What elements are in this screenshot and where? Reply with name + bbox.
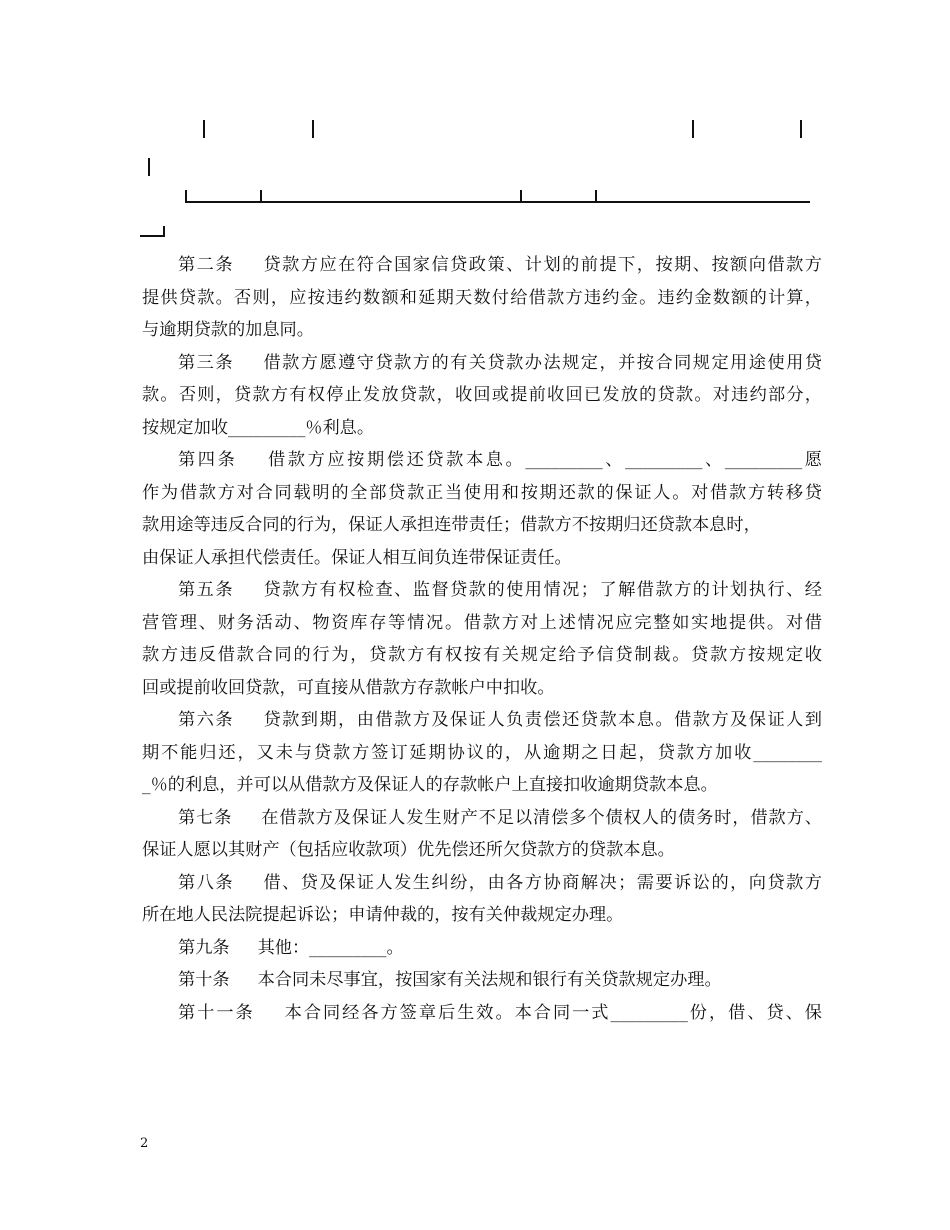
article-label: 第八条 bbox=[178, 872, 234, 893]
article-line bbox=[142, 704, 822, 737]
article-line bbox=[142, 997, 822, 1030]
article-label: 第六条 bbox=[178, 710, 234, 730]
article-text: 借、贷及保证人发生纠纷，由各方协商解决；需要诉讼的，向贷款方 bbox=[262, 872, 822, 893]
article-text: 本合同经各方签章后生效。本合同一式_________份，借、贷、保 bbox=[282, 1002, 822, 1023]
article-6 bbox=[142, 704, 822, 802]
article-9 bbox=[142, 932, 822, 965]
article-line: 所在地人民法院提起诉讼；申请仲裁的，按有关仲裁规定办理。 bbox=[142, 905, 624, 925]
article-label: 第十条 bbox=[178, 970, 230, 990]
article-text: 在借款方及保证人发生财产不足以清偿多个债权人的债务时，借款方、 bbox=[260, 807, 822, 828]
article-7 bbox=[142, 802, 822, 867]
page-number: 2 bbox=[140, 1136, 149, 1151]
table-border-bottom bbox=[185, 201, 810, 203]
article-line: 款用途等违反合同的行为，保证人承担连带责任；借款方不按期归还贷款本息时， bbox=[142, 515, 761, 535]
article-line: 按规定加收_________％利息。 bbox=[142, 417, 375, 438]
article-line bbox=[142, 964, 822, 997]
article-line: 款方违反借款合同的行为，贷款方有权按有关规定给予信贷制裁。贷款方按规定收 bbox=[142, 645, 822, 665]
table-border-tick bbox=[148, 158, 150, 176]
article-label: 第二条 bbox=[178, 255, 234, 275]
article-label: 第九条 bbox=[178, 937, 230, 958]
article-line bbox=[142, 932, 822, 965]
article-text: 本合同未尽事宜，按国家有关法规和银行有关贷款规定办理。 bbox=[257, 970, 722, 990]
article-text: 贷款到期，由借款方及保证人负责偿还贷款本息。借款方及保证人到 bbox=[262, 710, 822, 730]
article-line: 营管理、财务活动、物资库存等情况。借款方对上述情况应完整如实地提供。对借 bbox=[142, 612, 822, 633]
article-text: 其他：_________。 bbox=[257, 937, 404, 958]
article-text: 借款方愿遵守贷款方的有关贷款办法规定，并按合同规定用途使用贷 bbox=[262, 352, 822, 373]
article-line bbox=[142, 347, 822, 380]
article-11 bbox=[142, 997, 822, 1030]
article-label: 第三条 bbox=[178, 352, 234, 373]
article-line: 回或提前收回贷款，可直接从借款方存款帐户中扣收。 bbox=[142, 677, 555, 698]
article-line: 由保证人承担代偿责任。保证人相互间负连带保证责任。 bbox=[142, 547, 572, 568]
article-label: 第五条 bbox=[178, 580, 234, 600]
article-text: 贷款方应在符合国家信贷政策、计划的前提下，按期、按额向借款方 bbox=[262, 255, 822, 275]
article-line: 提供贷款。否则，应按违约数额和延期天数付给借款方违约金。违约金数额的计算， bbox=[142, 287, 822, 308]
article-3 bbox=[142, 347, 822, 445]
table-border-tick bbox=[203, 120, 205, 138]
article-line bbox=[142, 249, 822, 282]
article-line: 保证人愿以其财产（包括应收款项）优先偿还所欠贷款方的贷款本息。 bbox=[142, 840, 675, 860]
table-border-tick bbox=[800, 120, 802, 138]
article-4 bbox=[142, 444, 822, 574]
article-line bbox=[142, 574, 822, 607]
article-label: 第七条 bbox=[178, 807, 233, 828]
article-line bbox=[142, 802, 822, 835]
article-5 bbox=[142, 574, 822, 704]
article-line bbox=[142, 444, 822, 477]
table-border-tick bbox=[163, 226, 165, 237]
article-label: 第十一条 bbox=[178, 1002, 255, 1023]
article-2 bbox=[142, 249, 822, 347]
article-10 bbox=[142, 964, 822, 997]
article-line: _％的利息，并可以从借款方及保证人的存款帐户上直接扣收逾期贷款本息。 bbox=[142, 775, 718, 795]
article-text: 借款方应按期偿还贷款本息。_________、_________、_________愿 bbox=[265, 450, 822, 470]
table-border-tick bbox=[692, 120, 694, 138]
article-line: 款。否则，贷款方有权停止发放贷款，收回或提前收回已发放的贷款。对违约部分， bbox=[142, 385, 822, 405]
article-label: 第四条 bbox=[178, 450, 238, 470]
article-line bbox=[142, 867, 822, 900]
article-line: 与逾期贷款的加息同。 bbox=[142, 320, 314, 340]
article-8 bbox=[142, 867, 822, 932]
article-line: 期不能归还，又未与贷款方签订延期协议的，从逾期之日起，贷款方加收________ bbox=[142, 742, 822, 763]
table-border-bottom-continued bbox=[140, 235, 164, 237]
article-line: 作为借款方对合同载明的全部贷款正当使用和按期还款的保证人。对借款方转移贷 bbox=[142, 482, 822, 503]
table-border-tick bbox=[312, 120, 314, 138]
contract-body bbox=[142, 249, 822, 1029]
article-text: 贷款方有权检查、监督贷款的使用情况；了解借款方的计划执行、经 bbox=[262, 580, 822, 600]
